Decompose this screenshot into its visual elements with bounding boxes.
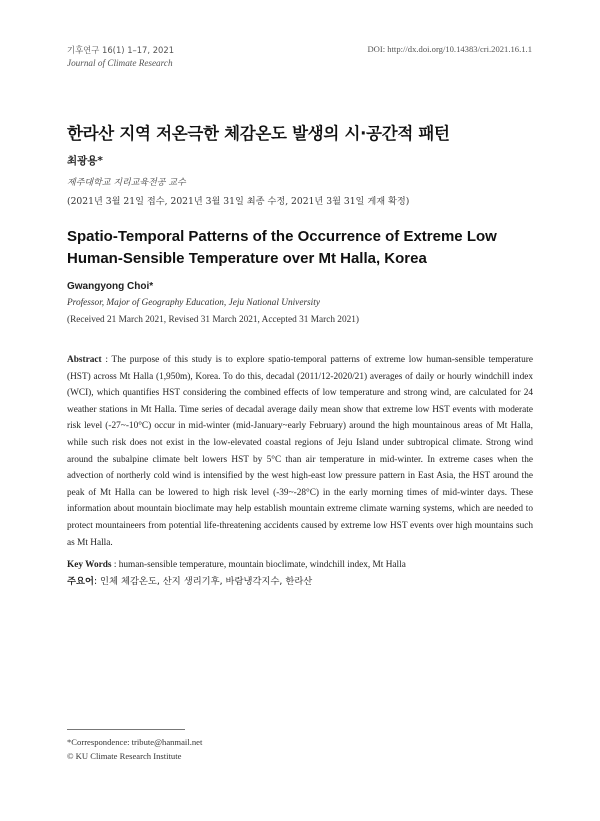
korean-author: 최광용* — [67, 155, 103, 167]
keywords-label: Key Words — [67, 560, 112, 570]
korean-keywords-label: 주요어 — [67, 576, 94, 587]
english-author: Gwangyong Choi* — [67, 281, 154, 292]
abstract-label: Abstract — [67, 355, 102, 365]
footnote-divider — [67, 729, 185, 730]
citation-line: 기후연구 16(1) 1–17, 2021 — [67, 45, 175, 55]
korean-title: 한라산 지역 저온극한 체감온도 발생의 시·공간적 패턴 — [67, 124, 450, 143]
copyright-line: © KU Climate Research Institute — [67, 750, 182, 761]
keywords-text: : human-sensible temperature, mountain bioclimate, windchill index, Mt Halla — [111, 560, 406, 570]
footnote — [67, 736, 202, 763]
abstract-text: : The purpose of this study is to explore spatio-temporal patterns of extreme low human-sensible temperature (HST) across Mt Halla (1,950m), Korea. To do this, decadal (2011/12-2020/21) averages of daily or hourly windchill index (WCI), which quantifies HST considering the combined effects of low temperature and strong wind, are calculated for 24 weather stations in Mt Halla. Time series of decadal average daily mean show that extreme low HST events with moderate risk level (-27~-10°C) occur in mid-winter (mid-January~early February) around the high mountainous areas of Mt Halla, while such risk does not exist in the low-elevated coastal regions of Jeju Island under subtropical climate. Strong wind around the subalpine climate belt lowers HST by 5°C than air temperature in mid-winter. In extreme cases when the advection of northerly cold wind is intensified by the west high-east low pressure pattern in East Asia, the HST around the peak of Mt Halla can be lowered to high risk level (-39~-28°C) in the early morning times of mid-winter days. These information about mountain bioclimate may help establish mountain extreme climate warning systems, which are needed to protect mountaineers from potential life-threatening accidents caused by extreme low HST events over high mountains such as Mt Halla. — [67, 355, 533, 548]
korean-keywords — [67, 575, 533, 589]
journal-name: Journal of Climate Research — [67, 58, 173, 68]
english-title: Spatio-Temporal Patterns of the Occurrence of Extreme Low Human-Sensible Temperature over Mt Halla, Korea — [67, 228, 497, 267]
keywords — [67, 558, 533, 572]
english-affiliation: Professor, Major of Geography Education, Jeju National University — [67, 298, 320, 308]
doi-link[interactable]: DOI: http://dx.doi.org/10.14383/cri.2021.16.1.1 — [367, 44, 532, 54]
correspondence-email[interactable]: *Correspondence: tribute@hanmail.net — [67, 737, 203, 747]
journal-header — [67, 44, 174, 70]
english-received-dates: (Received 21 March 2021, Revised 31 March 2021, Accepted 31 March 2021) — [67, 315, 359, 325]
korean-received-dates: (2021년 3월 21일 접수, 2021년 3월 31일 최종 수정, 2021년 3월 31일 게재 확정) — [67, 196, 410, 207]
abstract — [67, 352, 533, 551]
korean-keywords-text: : 인체 체감온도, 산지 생리기후, 바람냉각지수, 한라산 — [93, 576, 313, 587]
korean-affiliation: 제주대학교 지리교육전공 교수 — [67, 178, 186, 188]
